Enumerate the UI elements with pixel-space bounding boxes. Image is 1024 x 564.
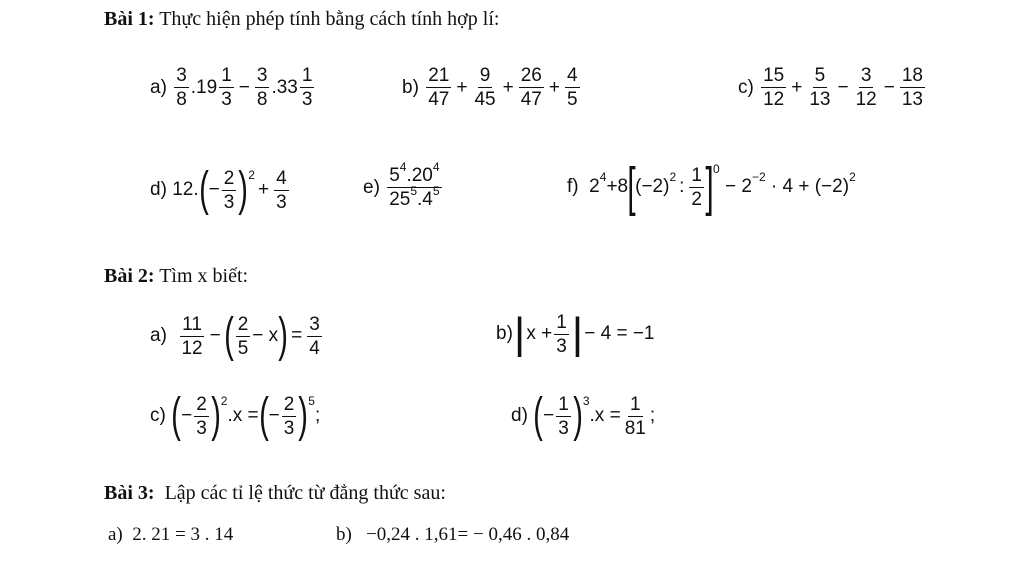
open-paren: ( (258, 389, 269, 442)
fraction: $\frac{5^4.20^4}{25^5.4^5}$ (389, 160, 440, 210)
minus: − (543, 405, 555, 426)
term: − 4 = −1 (584, 323, 655, 344)
fraction: $\frac{1}{2}$ (691, 164, 702, 210)
item-label: a) (150, 76, 167, 98)
close-paren: ) (573, 389, 583, 442)
operator: + (456, 76, 468, 98)
fraction: $\frac{9}{45}$ (474, 65, 496, 110)
minus: − (268, 405, 280, 426)
bai1-item-a (150, 66, 316, 109)
open-paren: ( (223, 309, 234, 362)
exponent: 2 (248, 168, 255, 182)
item-label: f) (567, 176, 579, 197)
bai1-title: Thực hiện phép tính bằng cách tính hợp lí: (159, 8, 500, 30)
term: .33 (271, 76, 298, 98)
equation: 2. 21 = 3 . 14 (132, 524, 234, 545)
exponent: 4 (599, 170, 607, 184)
fraction: $\frac{3}{4}$ (309, 313, 320, 359)
bai3-title: Lập các tỉ lệ thức từ đẳng thức sau: (164, 482, 446, 504)
bai2-item-b (496, 309, 655, 358)
fraction: $\frac{5}{13}$ (809, 65, 831, 110)
exponent: 0 (713, 162, 720, 176)
operator: + (257, 179, 270, 200)
term: ; (649, 405, 656, 426)
bai2-item-d (511, 389, 656, 442)
bai2-title: Tìm x biết: (159, 265, 249, 287)
operator: = (291, 325, 303, 346)
term: − 2 (724, 176, 752, 197)
bai3-item-b (336, 524, 569, 546)
operator: + (791, 76, 803, 98)
fraction: $\frac{11}{12}$ (181, 313, 203, 359)
item-label: b) (402, 76, 419, 98)
fraction: $\frac{1}{3}$ (558, 393, 569, 439)
exponent: 2 (849, 170, 856, 184)
operator: − (209, 325, 221, 346)
item-label: c) (738, 76, 754, 98)
coefficient: 12. (172, 179, 199, 200)
item-label: d) (150, 179, 167, 200)
fraction: $\frac{3}{8}$ (176, 65, 187, 110)
exponent: 5 (308, 394, 315, 408)
bai1-item-d (150, 163, 291, 216)
fraction: $\frac{4}{3}$ (276, 167, 287, 213)
operator: : (679, 176, 685, 197)
open-bracket: [ (627, 157, 636, 217)
item-label: b) (496, 323, 513, 344)
operator: − (238, 76, 250, 98)
fraction: $\frac{2}{3}$ (223, 167, 235, 213)
close-paren: ) (278, 309, 288, 362)
bai3-item-a (108, 524, 233, 546)
abs-bar-left: | (513, 309, 526, 358)
fraction: $\frac{1}{3}$ (556, 311, 567, 357)
close-bracket: ] (705, 157, 714, 217)
bai2-item-a (150, 309, 324, 362)
fraction: $\frac{1}{81}$ (624, 393, 646, 439)
equation: −0,24 . 1,61= − 0,46 . 0,84 (366, 524, 570, 545)
inner-base: (−2) (635, 176, 670, 197)
operator: + (502, 76, 514, 98)
open-paren: ( (171, 389, 181, 442)
open-paren: ( (533, 389, 543, 442)
abs-bar-right: | (571, 309, 584, 358)
base: 2 (589, 176, 600, 197)
close-paren: ) (298, 389, 309, 442)
bai1-item-f (567, 157, 856, 217)
bai2-item-c (150, 389, 321, 442)
bai2-number: Bài 2: (104, 265, 155, 287)
fraction: $\frac{3}{8}$ (256, 65, 268, 110)
fraction: $\frac{21}{47}$ (428, 65, 450, 110)
fraction: $\frac{26}{47}$ (520, 65, 542, 110)
bai1-number: Bài 1: (104, 8, 155, 30)
item-label: d) (511, 405, 528, 426)
item-label: e) (363, 176, 380, 198)
item-label: b) (336, 524, 352, 545)
operator: − (837, 76, 849, 98)
operator: +8 (606, 176, 629, 197)
bai2-heading (104, 265, 248, 288)
exponent: 2 (669, 170, 677, 184)
bai1-item-e (363, 160, 444, 210)
item-label: a) (108, 524, 123, 545)
fraction: $\frac{2}{3}$ (283, 393, 295, 439)
bai1-item-c (738, 66, 927, 109)
fraction: $\frac{4}{5}$ (566, 65, 578, 110)
term: .x = (227, 405, 259, 426)
fraction: $\frac{15}{12}$ (763, 65, 785, 110)
bai3-number: Bài 3: (104, 482, 155, 504)
fraction: $\frac{2}{3}$ (196, 393, 207, 439)
term: − x (252, 325, 279, 346)
fraction: $\frac{2}{5}$ (237, 313, 249, 359)
exponent: −2 (751, 170, 766, 184)
close-paren: ) (210, 389, 221, 442)
operator: − (883, 76, 895, 98)
term: .19 (190, 76, 218, 98)
operator: + (548, 76, 560, 98)
open-paren: ( (198, 163, 209, 216)
item-label: a) (150, 325, 167, 346)
term: ; (314, 405, 321, 426)
term: x + (526, 323, 553, 344)
fraction: $\frac{1}{3}$ (221, 65, 232, 110)
item-label: c) (150, 405, 166, 426)
close-paren: ) (238, 163, 249, 216)
term: · 4 + (−2) (770, 176, 850, 197)
exponent: 3 (582, 394, 590, 408)
fraction: $\frac{1}{3}$ (301, 65, 313, 110)
bai1-item-b (402, 66, 582, 109)
exponent: 2 (220, 394, 228, 408)
fraction: $\frac{3}{12}$ (855, 65, 877, 110)
bai1-heading (104, 8, 499, 31)
bai3-heading (104, 482, 446, 505)
minus: − (208, 179, 220, 200)
minus: − (181, 405, 193, 426)
fraction: $\frac{18}{13}$ (901, 65, 923, 110)
term: .x = (589, 405, 621, 426)
